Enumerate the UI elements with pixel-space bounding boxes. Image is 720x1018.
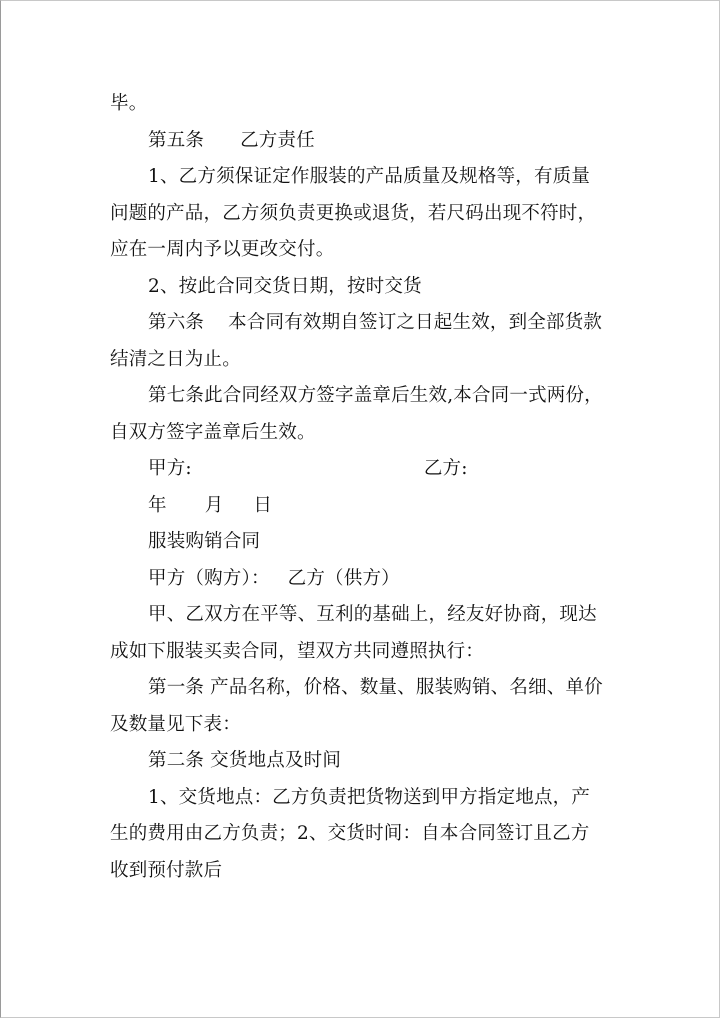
year-label: 年: [148, 494, 167, 516]
article-number: 第五条: [148, 129, 205, 151]
article-2-heading: 第二条 交货地点及时间: [148, 750, 342, 771]
paragraph-line: 成如下服装买卖合同，望双方共同遵照执行：: [110, 640, 485, 662]
signature-line: [110, 451, 640, 488]
paragraph-line: 问题的产品，乙方须负责更换或退货，若尺码出现不符时，: [110, 202, 597, 224]
paragraph-line: 2、按此合同交货日期，按时交货: [148, 275, 422, 297]
seller-label: 乙方（供方）: [287, 567, 400, 589]
article-text: 本合同有效期自签订之日起生效，到全部货款: [228, 312, 603, 333]
paragraph-line: 收到预付款后: [110, 859, 223, 881]
party-b-label: 乙方:: [423, 458, 468, 479]
article-title: 乙方责任: [240, 129, 315, 151]
date-line: [110, 488, 640, 525]
paragraph-line: 第七条此合同经双方签字盖章后生效,本合同一式两份，: [148, 385, 603, 406]
paragraph-line: 甲、乙双方在平等、互利的基础上，经友好协商，现达: [148, 604, 597, 625]
parties-line: [110, 561, 640, 598]
paragraph-line: 1、交货地点：乙方负责把货物送到甲方指定地点，产: [148, 786, 591, 808]
buyer-label: 甲方（购方）：: [148, 567, 270, 589]
article-6-line: [110, 305, 640, 342]
party-a-label: 甲方:: [148, 458, 192, 479]
paragraph-line: 结清之日为止。: [110, 348, 241, 370]
paragraph-line: 第一条 产品名称，价格、数量、服装购销、名细、单价: [148, 677, 603, 698]
contract-title: 服装购销合同: [148, 531, 261, 552]
paragraph-line: 应在一周内予以更改交付。: [110, 239, 335, 260]
article-number: 第六条: [148, 312, 205, 333]
paragraph-line: 及数量见下表：: [110, 713, 241, 735]
paragraph-line: 毕。: [110, 93, 148, 114]
paragraph-line: 生的费用由乙方负责；2、交货时间：自本合同签订且乙方: [110, 823, 590, 844]
article-5-heading: [110, 123, 640, 160]
document-body: [110, 86, 640, 889]
paragraph-line: 自双方签字盖章后生效。: [110, 421, 316, 443]
paragraph-line: 1、乙方须保证定作服装的产品质量及规格等，有质量: [148, 166, 591, 187]
day-label: 日: [253, 494, 273, 516]
month-label: 月: [204, 494, 224, 516]
